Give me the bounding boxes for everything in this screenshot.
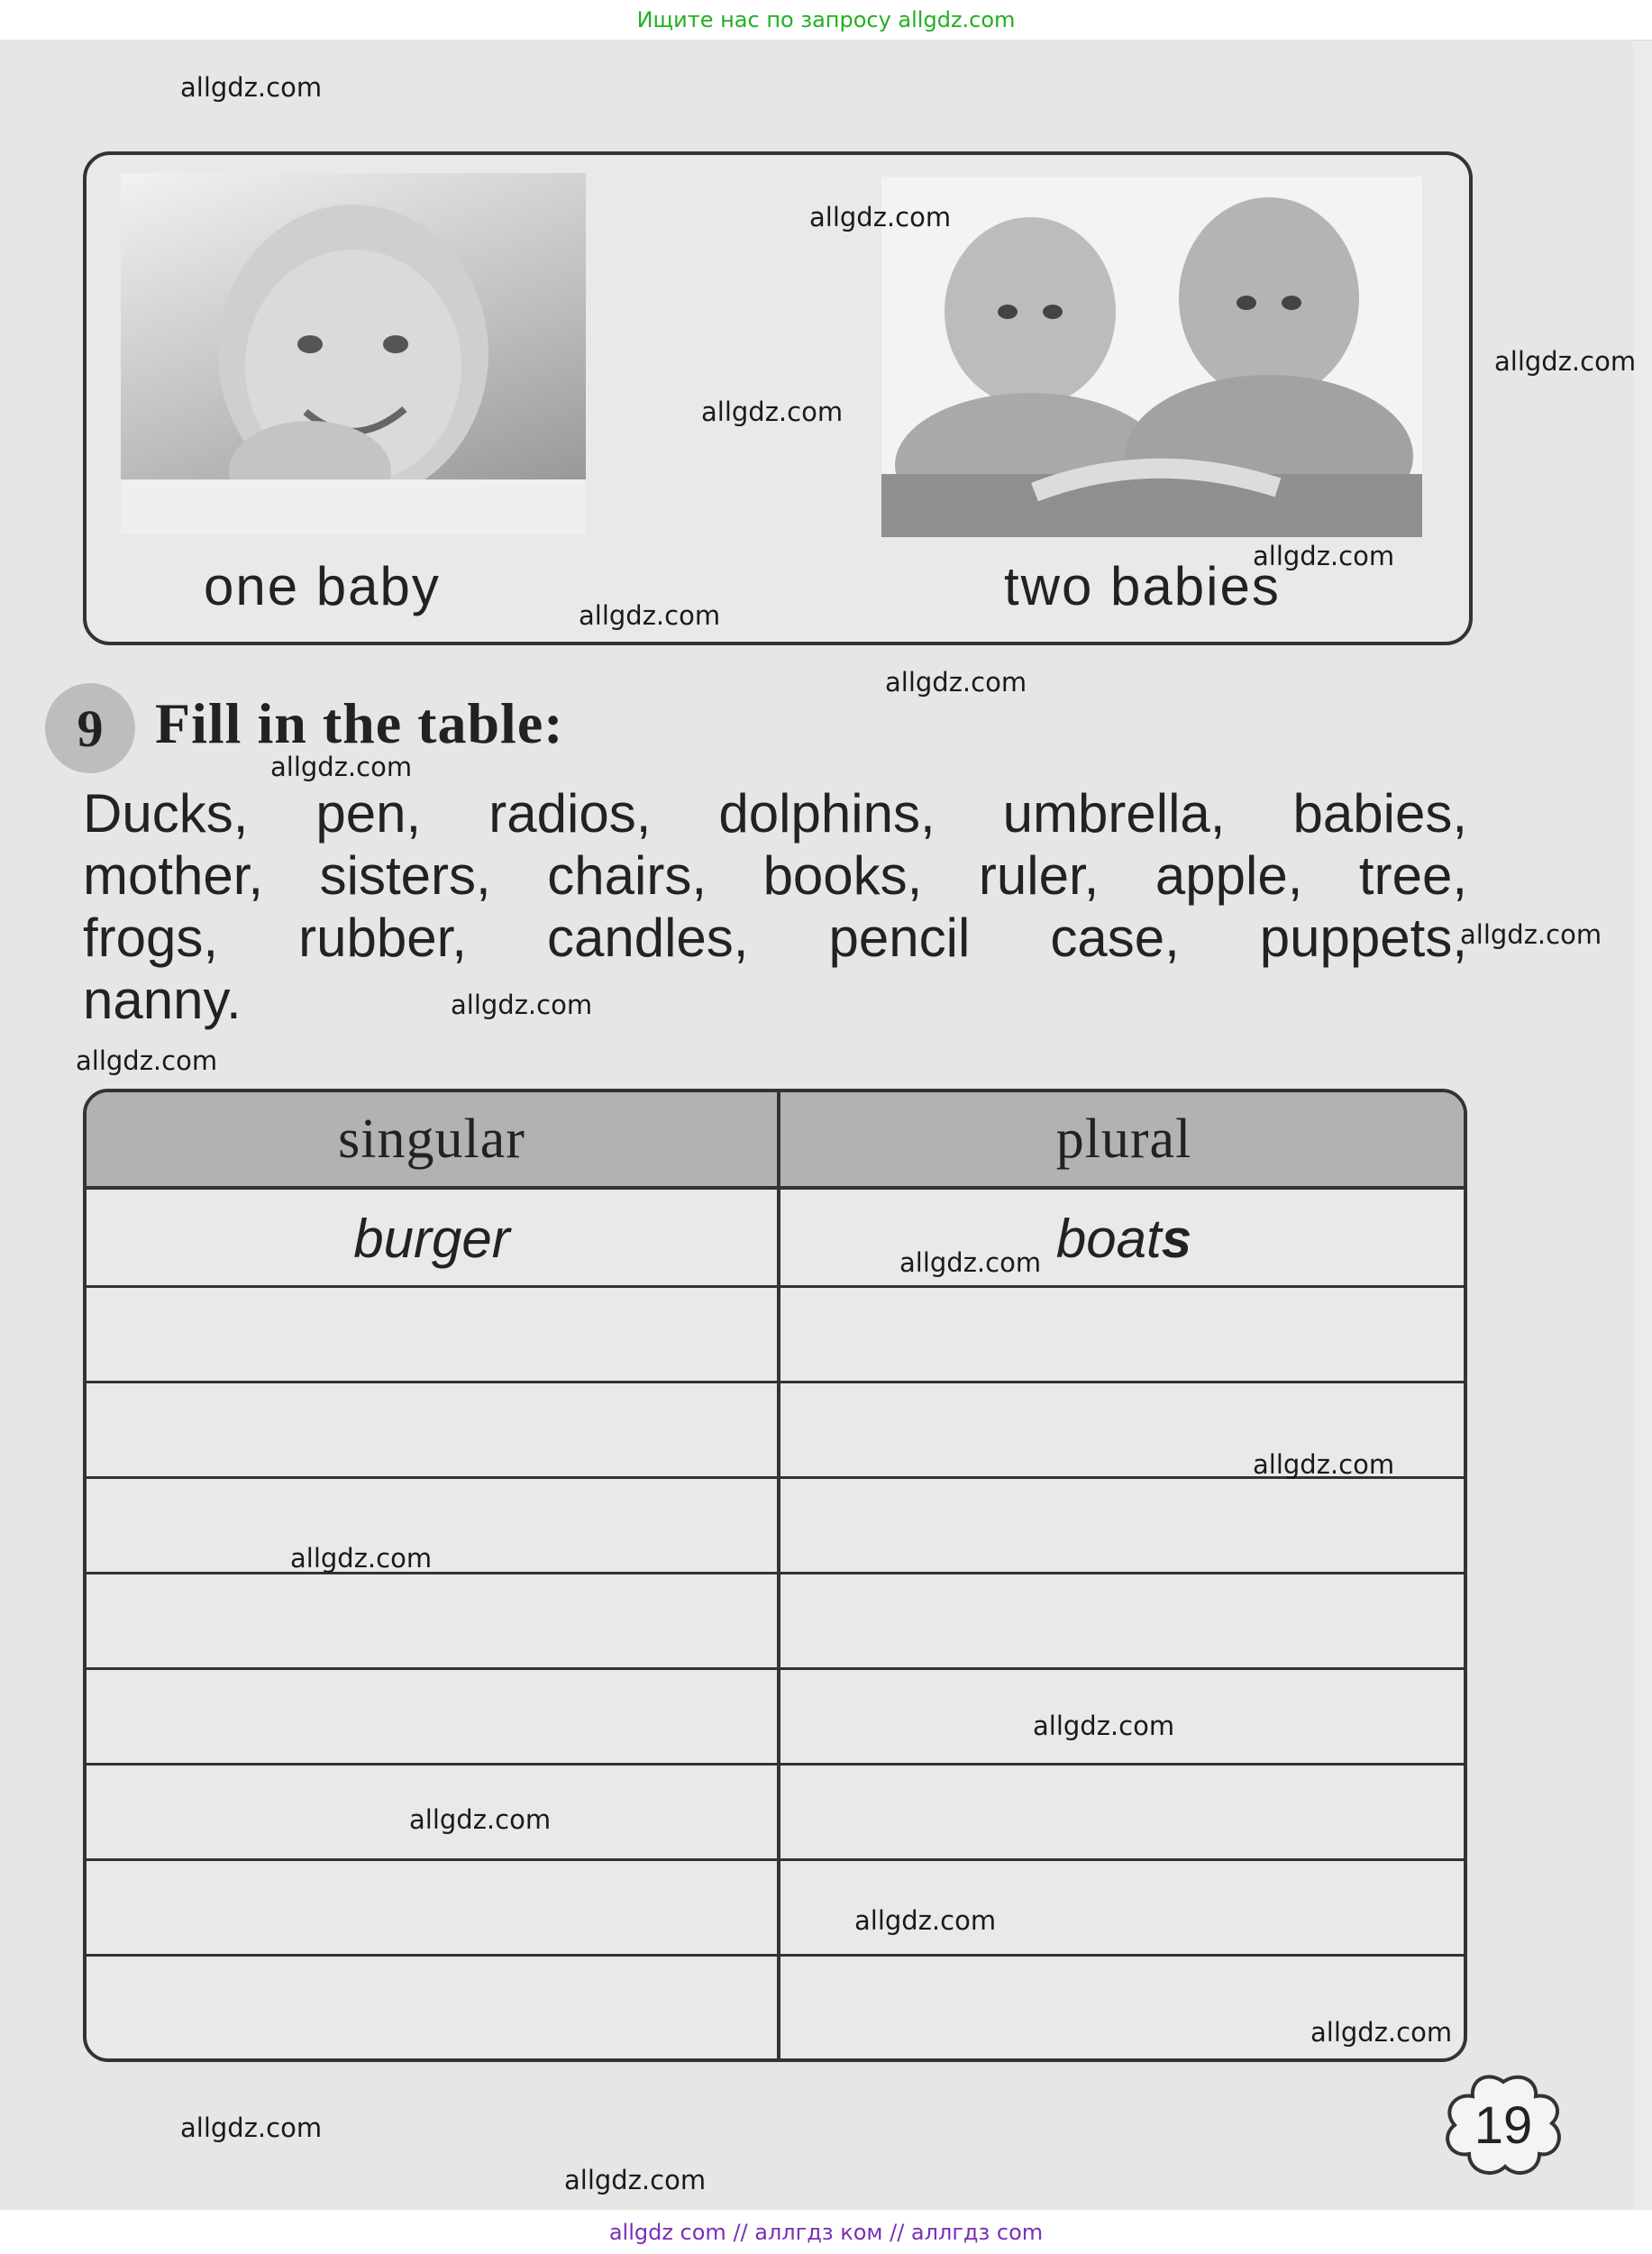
watermark: allgdz.com [885, 667, 1027, 698]
watermark: allgdz.com [270, 752, 413, 782]
watermark: allgdz.com [854, 1905, 997, 1936]
example-singular: burger [353, 1208, 510, 1269]
watermark: allgdz.com [809, 202, 952, 233]
watermark: allgdz.com [1494, 346, 1637, 377]
watermark: allgdz.com [579, 600, 721, 631]
word-list-line: nanny. [83, 970, 242, 1030]
example-plural-ending: s [1161, 1208, 1192, 1269]
page-number: 19 [1474, 2095, 1533, 2155]
watermark: allgdz.com [701, 397, 844, 427]
site-banner-text: Ищите нас по запросу allgdz.com [636, 7, 1016, 32]
header-singular: singular [338, 1108, 525, 1170]
watermark: allgdz.com [1253, 1449, 1395, 1480]
two-babies-photo [881, 177, 1422, 537]
table-row [87, 1285, 1464, 1288]
one-baby-caption: one baby [204, 556, 441, 616]
header-plural: plural [1055, 1108, 1192, 1170]
exercise-number: 9 [77, 698, 104, 758]
watermark: allgdz.com [564, 2165, 707, 2195]
word-list-line: Ducks, pen, radios, dolphins, umbrella, babies, [83, 783, 1467, 844]
one-baby-photo [121, 173, 586, 534]
page-number-badge [1440, 2071, 1566, 2179]
table-row [87, 1381, 1464, 1383]
site-banner [0, 0, 1652, 41]
watermark: allgdz.com [899, 1247, 1042, 1278]
watermark: allgdz.com [1253, 541, 1395, 571]
watermark: allgdz.com [451, 990, 593, 1020]
watermark: allgdz.com [409, 1804, 552, 1835]
baby-illustration [121, 173, 586, 534]
watermark: allgdz.com [180, 2113, 323, 2143]
footer-text: allgdz com // аллгдз ком // аллгдз com [608, 2219, 1044, 2245]
example-plural-stem: boat [1055, 1208, 1162, 1269]
table-row [87, 1667, 1464, 1670]
watermark: allgdz.com [290, 1543, 433, 1574]
watermark: allgdz.com [180, 72, 323, 103]
two-babies-caption: two babies [1004, 556, 1281, 616]
babies-illustration [881, 177, 1422, 537]
watermark: allgdz.com [76, 1045, 218, 1076]
table-row [87, 1763, 1464, 1766]
footer-bar [0, 2210, 1652, 2254]
watermark: allgdz.com [1460, 919, 1602, 950]
table-row [87, 1954, 1464, 1957]
word-list-line: mother, sisters, chairs, books, ruler, apple, tree, [83, 845, 1467, 906]
example-plural-cell [780, 1190, 1467, 1287]
watermark: allgdz.com [1310, 2017, 1453, 2048]
singular-plural-table [83, 1089, 1467, 2062]
table-row [87, 1858, 1464, 1861]
exercise-title: Fill in the table: [155, 691, 564, 755]
watermark: allgdz.com [1033, 1711, 1175, 1741]
word-list [83, 782, 1467, 1031]
exercise-number-badge [45, 683, 135, 773]
example-singular-cell [87, 1190, 777, 1287]
word-list-line: frogs, rubber, candles, pencil case, puppets, [83, 908, 1467, 968]
